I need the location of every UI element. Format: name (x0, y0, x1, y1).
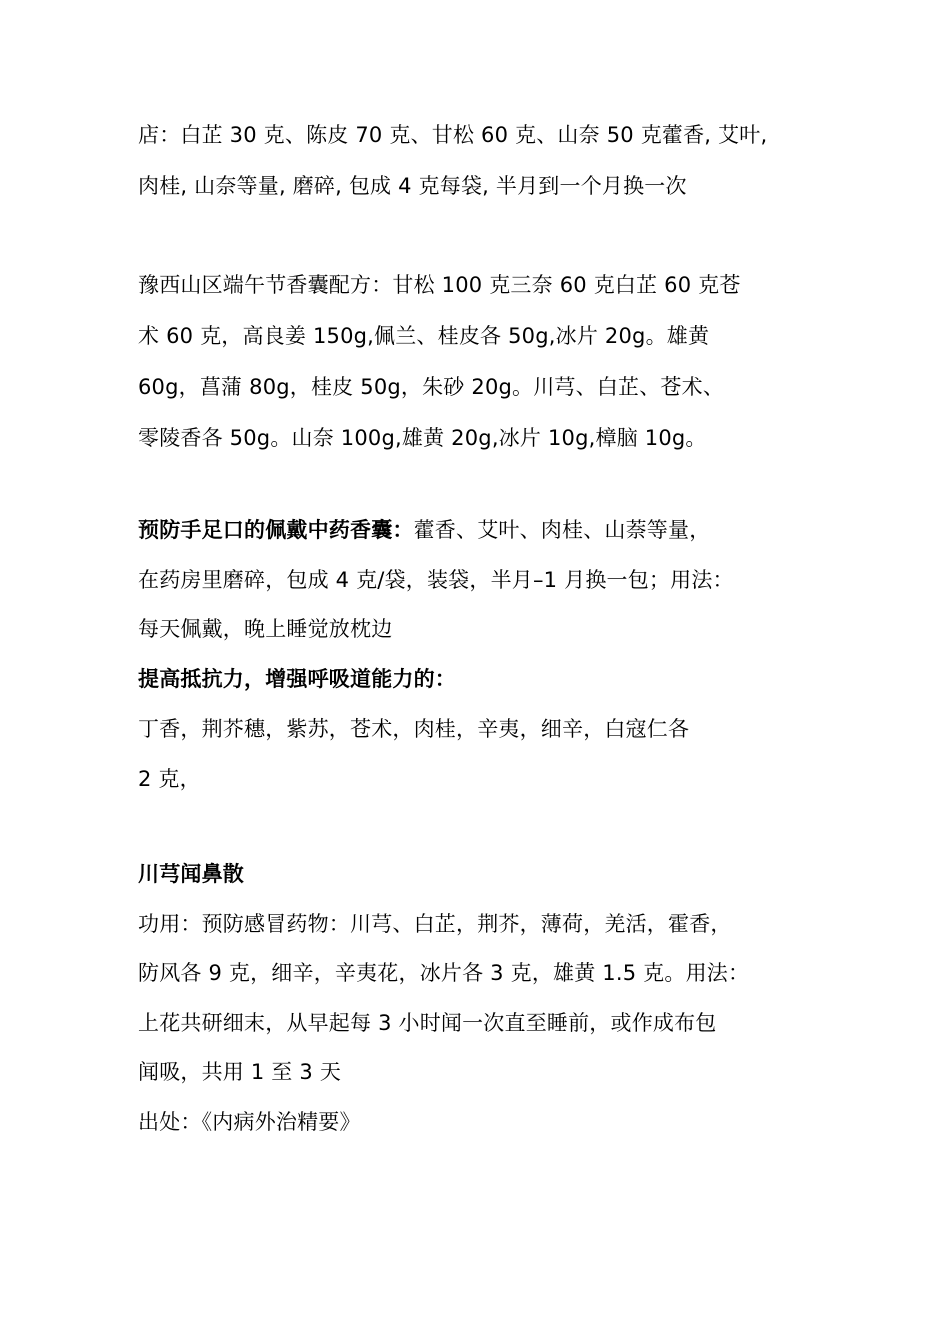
text-line (138, 270, 741, 300)
section-heading: 提高抵抗力，增强呼吸道能力的： (138, 667, 456, 691)
line-text: 在药房里磨碎，包成 4 克/袋，装袋，半月–1 月换一包；用法： (138, 568, 734, 592)
text-line (138, 372, 724, 402)
line-text: 丁香，荆芥穗，紫苏，苍术，肉桂，辛夷，细辛，白寇仁各 (138, 717, 690, 741)
text-line (138, 909, 732, 939)
line-text: 术 60 克，高良姜 150g,佩兰、桂皮各 50g,冰片 20g。雄黄 (138, 324, 710, 348)
line-text: 出处：《内病外治精要》 (138, 1110, 361, 1134)
line-text: 每天佩戴，晚上睡觉放枕边 (138, 617, 393, 641)
text-line (138, 515, 710, 545)
line-text: 闻吸，共用 1 至 3 天 (138, 1060, 342, 1084)
line-text: 上花共研细末，从早起每 3 小时闻一次直至睡前，或作成布包 (138, 1011, 717, 1035)
text-line (138, 1107, 361, 1137)
line-text: 功用：预防感冒药物：川芎、白芷，荆芥，薄荷，羌活，霍香， (138, 912, 732, 936)
text-line (138, 423, 707, 453)
text-line (138, 1008, 717, 1038)
text-line (138, 614, 392, 644)
line-text: 零陵香各 50g。山奈 100g,雄黄 20g,冰片 10g,樟脑 10g。 (138, 426, 707, 450)
text-line (138, 565, 734, 595)
line-text: 60g，菖蒲 80g，桂皮 50g，朱砂 20g。川芎、白芷、苍术、 (138, 375, 725, 399)
text-line (138, 714, 689, 744)
section-heading: 川芎闻鼻散 (138, 862, 244, 886)
text-line (138, 664, 456, 694)
line-text: 2 克， (138, 767, 201, 791)
line-text: 藿香、艾叶、肉桂、山萘等量， (413, 518, 711, 542)
line-text: 肉桂, 山奈等量, 磨碎, 包成 4 克每袋, 半月到一个月换一次 (138, 174, 687, 198)
line-text: 豫西山区端午节香囊配方：甘松 100 克三奈 60 克白芷 60 克苍 (138, 273, 741, 297)
line-text: 防风各 9 克，细辛，辛夷花，冰片各 3 克，雄黄 1.5 克。用法： (138, 961, 750, 985)
text-line (138, 1057, 341, 1087)
text-line (138, 120, 767, 150)
line-text: 店：白芷 30 克、陈皮 70 克、甘松 60 克、山奈 50 克藿香, 艾叶, (138, 123, 768, 147)
text-line (138, 958, 749, 988)
section-heading: 预防手足口的佩戴中药香囊： (138, 518, 414, 542)
text-line (138, 321, 709, 351)
text-line (138, 171, 687, 201)
text-line (138, 764, 201, 794)
text-line (138, 859, 244, 889)
